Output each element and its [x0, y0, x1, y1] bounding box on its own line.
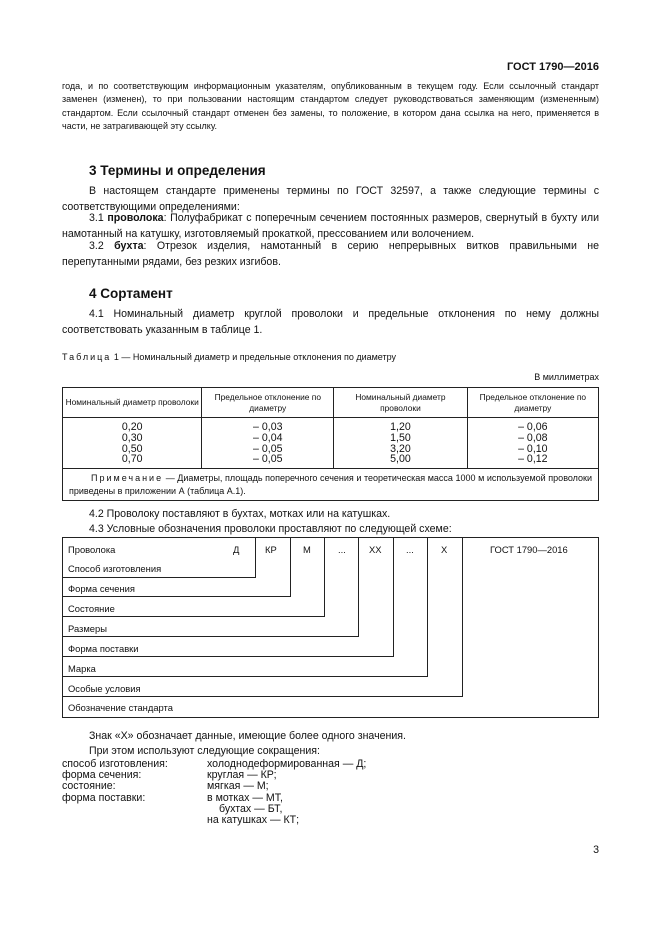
cell-value: – 0,04 [253, 431, 283, 444]
note-text: — Диаметры, площадь поперечного сечения и теоретическая масса 1000 м используемой проволоки приведены в приложении А (таблица А.1). [69, 473, 592, 496]
running-header: ГОСТ 1790—2016 [506, 61, 599, 73]
scheme-code-method: Д [233, 544, 240, 555]
cell-value: 1,20 [390, 421, 411, 433]
scheme-row-supply: Форма поставки [68, 643, 139, 654]
scheme-row-section: Форма сечения [68, 583, 135, 594]
section-3-title: 3 Термины и определения [89, 163, 266, 178]
scheme-product-label: Проволока [68, 544, 116, 555]
table-row [63, 418, 599, 469]
term-coil-def: : Отрезок изделия, намотанный в серию непрерывных витков правильными не перепутанными рядами, без резких изгибов. [62, 240, 599, 268]
cell-value: 3,20 [390, 442, 411, 455]
term-coil-word: бухта [114, 240, 144, 252]
designation-scheme [62, 537, 599, 718]
abbr-value: бухтах — БТ, [219, 803, 283, 815]
abbr-key: способ изготовления: [62, 758, 168, 770]
scheme-row-state: Состояние [68, 603, 115, 614]
cell-value: 0,30 [121, 431, 143, 444]
table-header-cell: Предельное отклонение по диаметру [202, 388, 334, 418]
cell-value: 0,50 [121, 442, 143, 455]
abbr-value: холоднодеформированная — Д; [207, 758, 367, 770]
table-1-caption-text: 1 — Номинальный диаметр и предельные отклонения по диаметру [113, 352, 397, 362]
abbr-value: мягкая — М; [207, 780, 269, 792]
scheme-code-size: ... [338, 544, 346, 555]
abbr-value: в мотках — МТ, [207, 792, 283, 804]
section-4-title: 4 Сортамент [89, 286, 173, 301]
cell-value: 0,20 [121, 421, 143, 433]
x-sign-note: Знак «Х» обозначает данные, имеющие более одного значения. [89, 730, 406, 742]
cell-value: – 0,08 [518, 431, 548, 444]
table-cell-deviation [202, 418, 334, 469]
term-wire [62, 211, 599, 242]
abbr-value: круглая — КР; [207, 769, 277, 781]
para-4-2: 4.2 Проволоку поставляют в бухтах, мотках или на катушках. [89, 508, 391, 520]
cell-value: – 0,05 [253, 453, 283, 466]
cell-value: 1,50 [390, 431, 411, 444]
table-cell-deviation [467, 418, 598, 469]
cell-value: – 0,03 [253, 421, 283, 433]
term-coil-num: 3.2 [89, 240, 104, 252]
table-header-row [63, 388, 599, 418]
cell-value: 0,70 [121, 453, 143, 466]
table-header-cell: Номинальный диаметр проволоки [334, 388, 467, 418]
cell-value: – 0,06 [518, 421, 548, 433]
scheme-code-section: КР [265, 544, 277, 555]
scheme-row-size: Размеры [68, 623, 107, 634]
scheme-row-method: Способ изготовления [68, 563, 162, 574]
scheme-code-special: Х [441, 544, 448, 555]
table-note-row [63, 469, 599, 501]
para-4-3: 4.3 Условные обозначения проволоки проставляют по следующей схеме: [89, 523, 452, 535]
table-1 [62, 387, 599, 501]
intro-paragraph: года, и по соответствующим информационным указателям, опубликованным в текущем году. Если ссылочный стандарт заменен (изменен), то при пользовании настоящим стандартом следует руководствоваться заменяющим (измененным) стандартом. Если ссылочный стандарт отменен без замены, то положение, в котором дана ссылка на него, применяется в части, не затрагивающей эту ссылку. [62, 81, 599, 131]
abbr-key: форма сечения: [62, 769, 142, 781]
abbr-lead: При этом используют следующие сокращения: [89, 745, 320, 757]
scheme-code-state: М [303, 544, 311, 555]
scheme-row-standard: Обозначение стандарта [68, 702, 173, 713]
table-cell-diameter [63, 418, 202, 469]
scheme-code-supply: ХХ [369, 544, 382, 555]
abbr-key: состояние: [62, 780, 116, 792]
term-coil [62, 239, 599, 270]
scheme-code-grade: ... [406, 544, 414, 555]
note-word: Примечание [91, 473, 164, 484]
term-wire-num: 3.1 [89, 212, 104, 224]
section-3-lead: В настоящем стандарте применены термины по ГОСТ 32597, а также следующие термины с соответствующими определениями: [62, 185, 599, 213]
cell-value: – 0,12 [518, 453, 548, 466]
table-1-units: В миллиметрах [534, 372, 599, 382]
scheme-row-grade: Марка [68, 663, 96, 674]
table-header-cell: Предельное отклонение по диаметру [467, 388, 598, 418]
term-wire-word: проволока [107, 212, 164, 224]
scheme-row-special: Особые условия [68, 683, 141, 694]
scheme-standard: ГОСТ 1790—2016 [490, 544, 568, 555]
cell-value: 5,00 [390, 453, 411, 466]
table-1-caption [62, 352, 396, 362]
table-header-cell: Номинальный диаметр проволоки [63, 388, 202, 418]
table-note [63, 469, 599, 501]
table-cell-diameter [334, 418, 467, 469]
page-number: 3 [593, 844, 599, 856]
cell-value: – 0,10 [518, 442, 548, 455]
term-wire-def: : Полуфабрикат с поперечным сечением постоянных размеров, свернутый в бухту или намотанный на катушку, изготовляемый прокаткой, прессованием или волочением. [62, 212, 600, 240]
para-4-1: 4.1 Номинальный диаметр круглой проволоки и предельные отклонения по нему должны соответствовать указанным в таблице 1. [62, 308, 599, 336]
cell-value: – 0,05 [253, 442, 283, 455]
abbr-key: форма поставки: [62, 792, 146, 804]
table-1-caption-word: Таблица [62, 352, 112, 362]
abbr-value: на катушках — КТ; [207, 814, 300, 826]
